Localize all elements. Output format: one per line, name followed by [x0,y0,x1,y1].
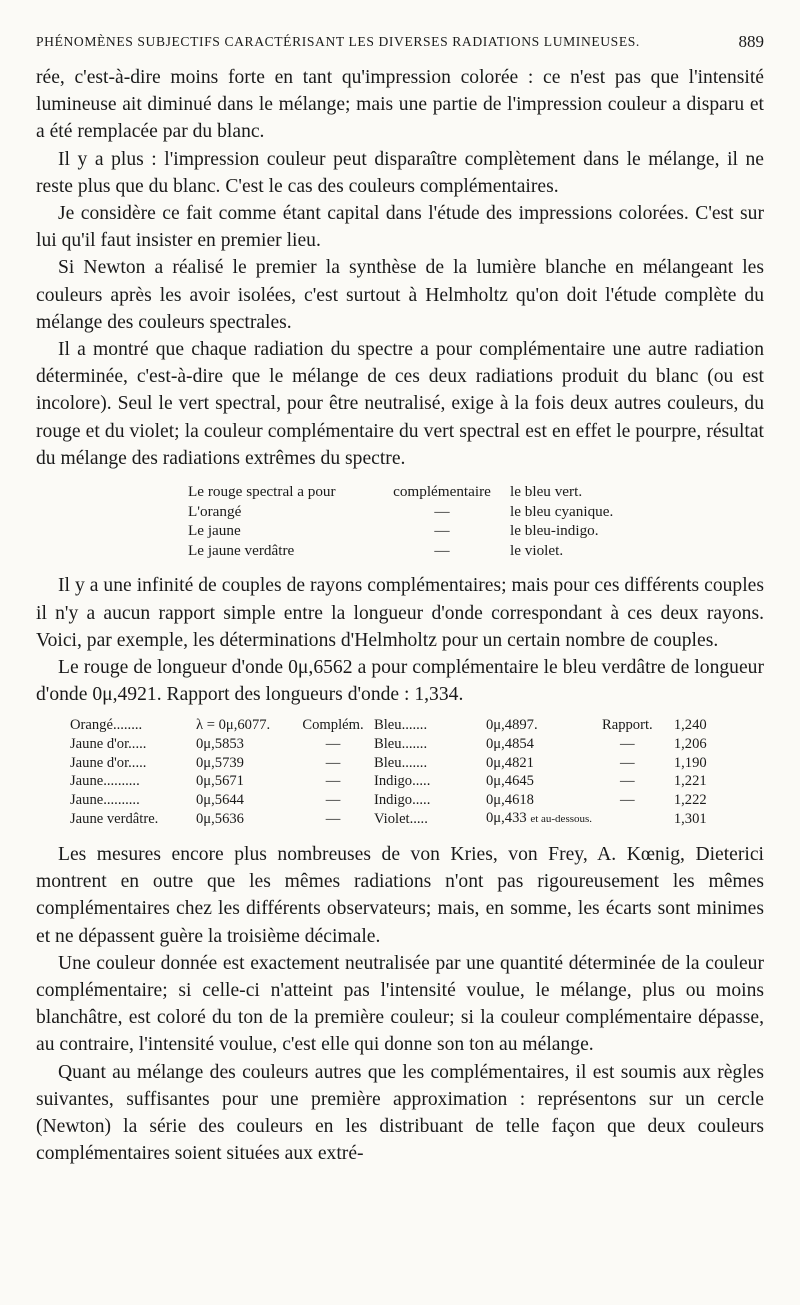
table-cell: λ = 0μ,6077. [196,717,271,734]
helmholtz-measurements-table [70,716,707,829]
table-cell: Rapport. [602,717,653,734]
table-cell: 1,190 [673,754,707,771]
table-cell: 0μ,5739 [196,754,244,771]
wavelength-value: 0μ,433 [486,810,527,827]
table-cell: 0μ,4821 [486,754,534,771]
table-cell: Violet..... [374,810,428,827]
running-head [36,30,764,58]
table-cell: Le jaune verdâtre [188,541,295,559]
table-row [70,791,707,810]
paragraph: Une couleur donnée est exactement neutralisée par une quantité déterminée de la couleur complémentaire; si celle-ci n'atteint pas l'intensité voulue, le mélange, plus ou moins blanchâtre, est coloré du ton de la première couleur; si la couleur complémentaire dépasse, au contraire, l'intensité voulue, c'est elle qui donne son ton au mélange. [36,952,764,1056]
table-cell [602,809,653,829]
table-cell: Jaune verdâtre. [70,810,159,827]
table-row [188,521,613,541]
table-cell: le bleu cyanique. [510,502,614,520]
table-row [70,716,707,735]
paragraph: Je considère ce fait comme étant capital dans l'étude des impressions colorées. C'est sur lui qu'il faut insister en premier lieu. [36,203,764,252]
table-row [188,541,613,561]
table-cell: 0μ,4618 [486,791,534,808]
paragraph: Les mesures encore plus nombreuses de von Kries, von Frey, A. Kœnig, Dieterici montrent en outre que les mêmes radiations n'ont pas rigoureusement les mêmes complémentaires chez les différents observateurs; mais, en somme, les écarts sont minimes et ne dépassent guère la troisième décimale. [36,844,764,947]
table-cell: — [434,502,450,520]
paragraph: Il a montré que chaque radiation du spectre a pour complémentaire une autre radiation déterminée, c'est-à-dire que le mélange de ces deux radiations produit du blanc (ou est incolore). Seul le vert spectral, pour être neutralisé, exige à la fois deux autres couleurs, du rouge et du violet; la couleur complémentaire du vert spectral est en effet le pourpre, résultat du mélange des radiations extrêmes du spectre. [36,339,764,469]
table-cell: 1,222 [673,791,707,808]
table-row [70,754,707,773]
table-cell: Bleu....... [374,736,428,753]
table-cell: Jaune d'or..... [70,754,147,771]
table-cell: — [325,736,341,753]
paragraph: Quant au mélange des couleurs autres que les complémentaires, il est soumis aux règles suivantes, suffisantes pour une première approximation : représentons sur un cercle (Newton) la série des couleurs en les distribuant de telle façon que deux couleurs complémentaires soient situées aux extré- [36,1061,764,1165]
table-cell: — [434,541,450,559]
table-cell: — [325,791,341,808]
table-cell: Complém. [302,717,364,734]
table-cell: 1,240 [673,717,707,734]
table-cell: complémentaire [393,483,491,501]
table-cell: 0μ,5636 [196,810,244,827]
complementary-colors-table [188,482,613,560]
table-row [188,482,613,502]
table-cell: Indigo..... [374,773,431,790]
table-cell: Orangé........ [70,717,143,734]
table-cell: — [620,754,635,771]
wavelength-note: et au-dessous. [530,813,593,826]
table-cell: 1,301 [673,810,707,827]
paragraph: Il y a une infinité de couples de rayons complémentaires; mais pour ces différents couples il n'y a aucun rapport simple entre la longueur d'onde correspondant à ces deux rayons. Voici, par exemple, les déterminations d'Helmholtz pour un certain nombre de couples. [36,575,764,651]
table-cell [486,809,602,829]
table-cell: Bleu....... [374,754,428,771]
table-cell: le bleu vert. [510,483,583,501]
table-cell: 0μ,5644 [196,791,244,808]
table-cell: — [620,773,635,790]
table-cell: — [620,791,635,808]
table-cell: Bleu....... [374,717,428,734]
table-cell: le violet. [510,541,564,559]
paragraph: rée, c'est-à-dire moins forte en tant qu'impression colorée : ce n'est pas que l'intensité lumineuse ait diminué dans le mélange; mais une partie de l'impression couleur a disparu et a été remplacée par du blanc. [36,67,764,143]
table-cell: L'orangé [188,502,242,520]
table-cell: Indigo..... [374,791,431,808]
table-row [70,809,707,829]
table-row [70,735,707,754]
page-number: 889 [738,32,764,51]
table-row [188,502,613,522]
table-cell: Le rouge spectral a pour [188,483,336,501]
table-cell: Le jaune [188,522,241,540]
table-cell: — [620,736,635,753]
table-cell: 0μ,5853 [196,736,244,753]
table-cell: 1,221 [673,773,707,790]
table-cell: Jaune.......... [70,791,140,808]
table-cell: Jaune d'or..... [70,736,147,753]
paragraph: Si Newton a réalisé le premier la synthèse de la lumière blanche en mélangeant les couleurs après les avoir isolées, c'est surtout à Helmholtz qu'on doit l'étude complète du mélange des couleurs spectrales. [36,257,764,333]
table-row [70,772,707,791]
table-cell: — [325,754,341,771]
running-title: PHÉNOMÈNES SUBJECTIFS CARACTÉRISANT LES DIVERSES RADIATIONS LUMINEUSES. [36,34,640,49]
table-cell: 1,206 [673,736,707,753]
table-cell: Jaune.......... [70,773,140,790]
paragraph: Le rouge de longueur d'onde 0μ,6562 a pour complémentaire le bleu verdâtre de longueur d'onde 0μ,4921. Rapport des longueurs d'onde : 1,334. [36,657,764,706]
table-cell: 0μ,4645 [486,773,534,790]
table-cell: — [325,773,341,790]
table-cell: 0μ,4897. [486,717,538,734]
paragraph: Il y a plus : l'impression couleur peut disparaître complètement dans le mélange, il ne reste plus que du blanc. C'est le cas des couleurs complémentaires. [36,148,764,197]
table-cell: — [325,810,341,827]
table-cell: 0μ,5671 [196,773,244,790]
table-cell: — [434,522,450,540]
table-cell: 0μ,4854 [486,736,534,753]
table-cell: le bleu-indigo. [510,522,599,540]
